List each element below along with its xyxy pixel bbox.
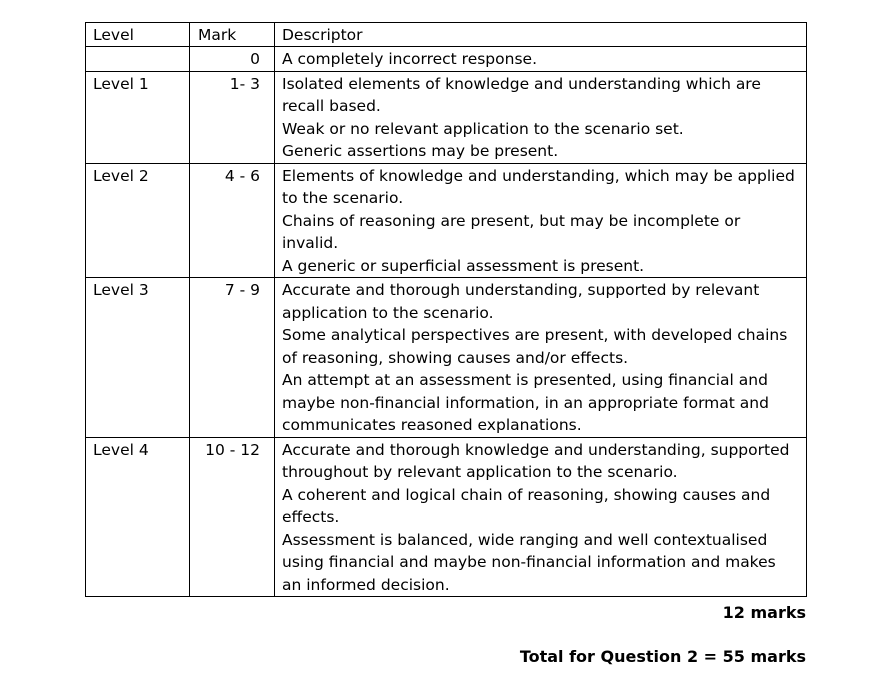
descriptor-line: A generic or superficial assessment is present. bbox=[282, 256, 645, 275]
levels-mark-scheme-table bbox=[85, 22, 807, 597]
level-cell: Level 1 bbox=[86, 71, 190, 163]
descriptor-line: Isolated elements of knowledge and understanding which are recall based. bbox=[282, 74, 761, 115]
level-cell bbox=[86, 47, 190, 72]
descriptor-line: Weak or no relevant application to the scenario set. bbox=[282, 119, 684, 138]
descriptor-line: An attempt at an assessment is presented, using financial and maybe non-financial information, in an appropriate format and communicates reasoned explanations. bbox=[282, 371, 769, 434]
level-cell: Level 3 bbox=[86, 278, 190, 438]
descriptor-line: Accurate and thorough understanding, supported by relevant application to the scenario. bbox=[282, 281, 760, 322]
mark-cell: 10 - 12 bbox=[190, 437, 275, 597]
descriptor-cell bbox=[275, 71, 807, 163]
table-row bbox=[86, 71, 807, 163]
descriptor-column-header: Descriptor bbox=[275, 23, 807, 47]
descriptor-line: A completely incorrect response. bbox=[282, 50, 537, 68]
table-header-row bbox=[86, 23, 807, 47]
descriptor-line: Generic assertions may be present. bbox=[282, 142, 559, 160]
descriptor-cell bbox=[275, 437, 807, 597]
table-row bbox=[86, 278, 807, 438]
mark-cell: 7 - 9 bbox=[190, 278, 275, 438]
level-cell: Level 2 bbox=[86, 163, 190, 278]
table-row bbox=[86, 163, 807, 278]
descriptor-line: Elements of knowledge and understanding, which may be applied to the scenario. bbox=[282, 166, 795, 207]
mark-cell: 1- 3 bbox=[190, 71, 275, 163]
table-row bbox=[86, 437, 807, 597]
level-cell: Level 4 bbox=[86, 437, 190, 597]
descriptor-line: Chains of reasoning are present, but may be incomplete or invalid. bbox=[282, 211, 741, 252]
descriptor-cell bbox=[275, 278, 807, 438]
descriptor-line: Assessment is balanced, wide ranging and well contextualised using financial and maybe non-financial information and makes an informed decision. bbox=[282, 530, 776, 594]
descriptor-line: Accurate and thorough knowledge and understanding, supported throughout by relevant application to the scenario. bbox=[282, 440, 790, 481]
descriptor-cell bbox=[275, 163, 807, 278]
table-row bbox=[86, 47, 807, 72]
mark-column-header: Mark bbox=[190, 23, 275, 47]
question-marks: 12 marks bbox=[722, 603, 806, 622]
mark-cell: 0 bbox=[190, 47, 275, 72]
question-total: Total for Question 2 = 55 marks bbox=[519, 647, 806, 666]
descriptor-line: A coherent and logical chain of reasoning, showing causes and effects. bbox=[282, 485, 771, 526]
descriptor-line: Some analytical perspectives are present, with developed chains of reasoning, showing causes and/or effects. bbox=[282, 326, 788, 367]
level-column-header: Level bbox=[86, 23, 190, 47]
descriptor-cell bbox=[275, 47, 807, 72]
mark-cell: 4 - 6 bbox=[190, 163, 275, 278]
